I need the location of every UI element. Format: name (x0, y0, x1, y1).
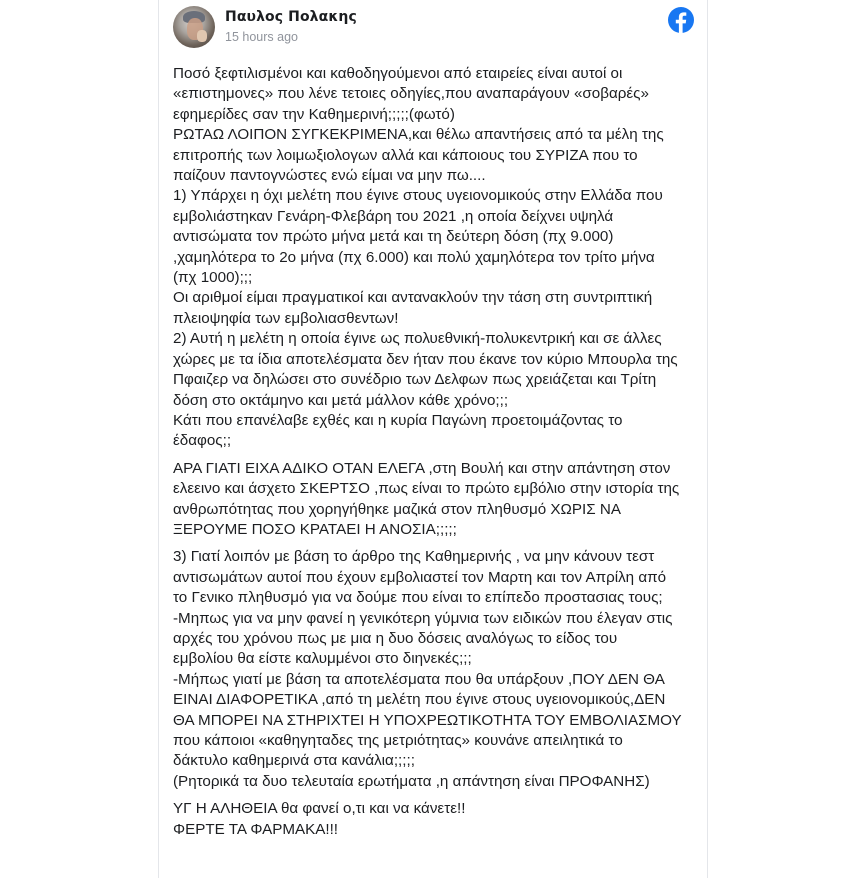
facebook-icon[interactable] (668, 7, 694, 33)
post-timestamp[interactable]: 15 hours ago (225, 30, 298, 44)
post-header (173, 6, 697, 50)
author-name[interactable]: Παυλος Πολακης (225, 9, 357, 25)
avatar-hand-shape (197, 30, 207, 42)
post-paragraph: 3) Γιατί λοιπόν με βάση το άρθρο της Καθημερινής , να μην κάνουν τεστ αντισωμάτων αυτοί που έχουν εμβολιαστεί τον Μαρτη και τον Απρίλη από το Γενικο πληθυσμό για να δούμε που είναι το επίπεδο προστασιας τους; -Μηπως για να μην φανεί η γενικότερη γύμνια των ειδικών που έλεγαν στις αρχές του χρόνου πως με μια η δυο δόσεις αναλόγως το είδος του εμβολίου θα είστε καλυμμένοι στο διηνεκές;;; -Μήπως γιατί με βάση τα αποτελέσματα που θα υπάρξουν ,ΠΟΥ ΔΕΝ ΘΑ ΕΙΝΑΙ ΔΙΑΦΟΡΕΤΙΚΑ ,από τη μελέτη που έγινε στους υγειονομικούς,ΔΕΝ ΘΑ ΜΠΟΡΕΙ ΝΑ ΣΤΗΡΙΧΤΕΙ Η ΥΠΟΧΡΕΩΤΙΚΟΤΗΤΑ ΤΟΥ ΕΜΒΟΛΙΑΣΜΟΥ που κάποιοι «καθηγηταδες της μετριότητας» κουνάνε απειλητικά το δάκτυλο καθημερινά στα κανάλια;;;;; (Ρητορικά τα δυο τελευταία ερωτήματα ,η απάντηση είναι ΠΡΟΦΑΝΗΣ) (173, 548, 682, 790)
post-paragraph: ΥΓ Η ΑΛΗΘΕΙΑ θα φανεί ο,τι και να κάνετε!! ΦΕΡΤΕ ΤΑ ΦΑΡΜΑΚΑ!!! (173, 800, 466, 838)
post-body (173, 64, 701, 847)
post-paragraph: Ποσό ξεφτιλισμένοι και καθοδηγούμενοι από εταιρείες είναι αυτοί οι «επιστημονες» που λένε τετοιες οδηγίες,που αναπαράγουν «σοβαρές» εφημερίδες σαν την Καθημερινή;;;;;(φωτό) ΡΩΤΑΩ ΛΟΙΠΟΝ ΣΥΓΚΕΚΡΙΜΕΝΑ,και θέλω απαντήσεις από τα μέλη της επιτροπής των λοιμωξιολογων αλλά και κάποιους του ΣΥΡΙΖΑ που το παίζουν παντογνώστες ενώ είμαι να μην πω.... 1) Υπάρχει η όχι μελέτη που έγινε στους υγειονομικούς στην Ελλάδα που εμβολιάστηκαν Γενάρη-Φλεβάρη του 2021 ,η οποία δείχνει υψηλά αντισώματα τον πρώτο μήνα μετά και τη δεύτερη δόση (πχ 9.000) ,χαμηλότερα το 2ο μήνα (πχ 6.000) και πολύ χαμηλότερα τον τρίτο μήνα (πχ 1000);;; Οι αριθμοί είμαι πραγματικοί και αντανακλούν την τάση στη συντριπτική πλειοψηφία των εμβολιασθεντων! 2) Αυτή η μελέτη η οποία έγινε ως πολυεθνική-πολυκεντρική και σε άλλες χώρες με τα ίδια αποτελέσματα δεν ήταν που έκανε τον κύριο Μπουρλα της Πφαιζερ να δηλώσει στο συνέδριο των Δελφων πως χρειάζεται και Τρίτη δόση στο οκτάμηνο και μετά μάλλον κάθε χρόνο;;; Κάτι που επανέλαβε εχθές και η κυρία Παγώνη προετοιμάζοντας το έδαφος;; (173, 65, 678, 450)
author-avatar[interactable] (173, 6, 215, 48)
post-card (158, 0, 708, 878)
post-paragraph: ΑΡΑ ΓΙΑΤΙ ΕΙΧΑ ΑΔΙΚΟ ΟΤΑΝ ΕΛΕΓΑ ,στη Βουλή και στην απάντηση στον ελεεινο και άσχετο ΣΚΕΡΤΣΟ ,πως είναι το πρώτο εμβόλιο στην ιστορία της ανθρωπότητας που χορηγήθηκε μαζικά στον πληθυσμό ΧΩΡΙΣ ΝΑ ΞΕΡΟΥΜΕ ΠΟΣΟ ΚΡΑΤΑΕΙ Η ΑΝΟΣΙΑ;;;;; (173, 459, 680, 538)
